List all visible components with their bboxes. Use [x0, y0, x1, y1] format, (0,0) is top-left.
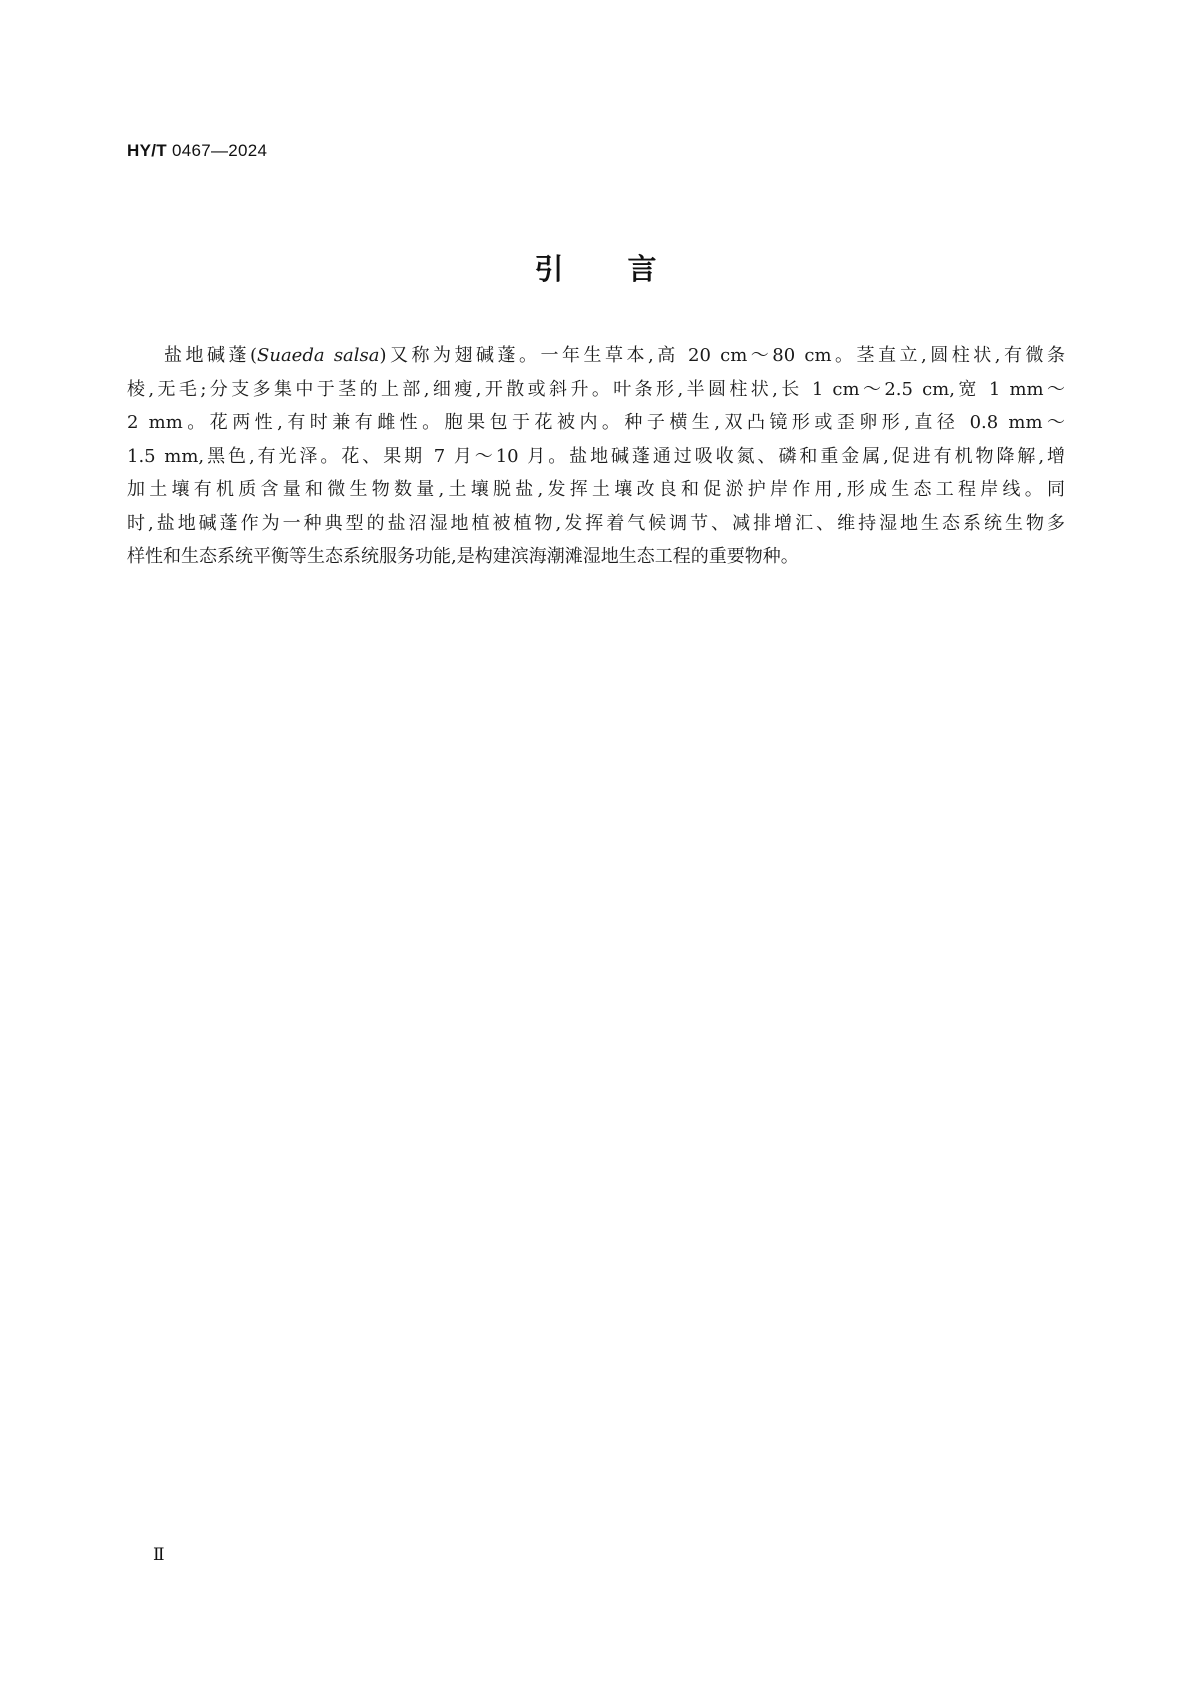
- latin-name: Suaeda salsa: [257, 345, 380, 366]
- paragraph-line-3: 2 mm。花两性,有时兼有雌性。胞果包于花被内。种子横生,双凸镜形或歪卵形,直径 0.8 mm～: [127, 412, 1065, 433]
- line1-text-b: )又称为翅碱蓬。一年生草本,高 20 cm～80 cm。茎直立,圆柱状,有微条: [379, 345, 1065, 366]
- standard-code: [127, 141, 267, 161]
- paragraph-line-6: 时,盐地碱蓬作为一种典型的盐沼湿地植被植物,发挥着气候调节、减排增汇、维持湿地生态系统生物多: [127, 512, 1065, 534]
- paragraph-line-5: 加土壤有机质含量和微生物数量,土壤脱盐,发挥土壤改良和促淤护岸作用,形成生态工程岸线。同: [127, 479, 1065, 500]
- line1-text-a: 盐地碱蓬(: [164, 345, 258, 366]
- title-char-2: 言: [627, 252, 657, 286]
- standard-prefix: HY/T: [127, 141, 167, 160]
- standard-number: 0467—2024: [171, 141, 268, 160]
- paragraph-line-1: [127, 339, 1065, 373]
- title-char-1: 引: [534, 252, 564, 286]
- paragraph-line-2: 棱,无毛;分支多集中于茎的上部,细瘦,开散或斜升。叶条形,半圆柱状,长 1 cm～2.5 cm,宽 1 mm～: [127, 378, 1065, 400]
- introduction-paragraph: [127, 339, 1065, 574]
- paragraph-line-7: 样性和生态系统平衡等生态系统服务功能,是构建滨海潮滩湿地生态工程的重要物种。: [127, 546, 799, 567]
- page-title: [0, 247, 1191, 288]
- page-number: Ⅱ: [153, 1545, 165, 1565]
- paragraph-line-4: 1.5 mm,黑色,有光泽。花、果期 7 月～10 月。盐地碱蓬通过吸收氮、磷和重金属,促进有机物降解,增: [127, 445, 1065, 467]
